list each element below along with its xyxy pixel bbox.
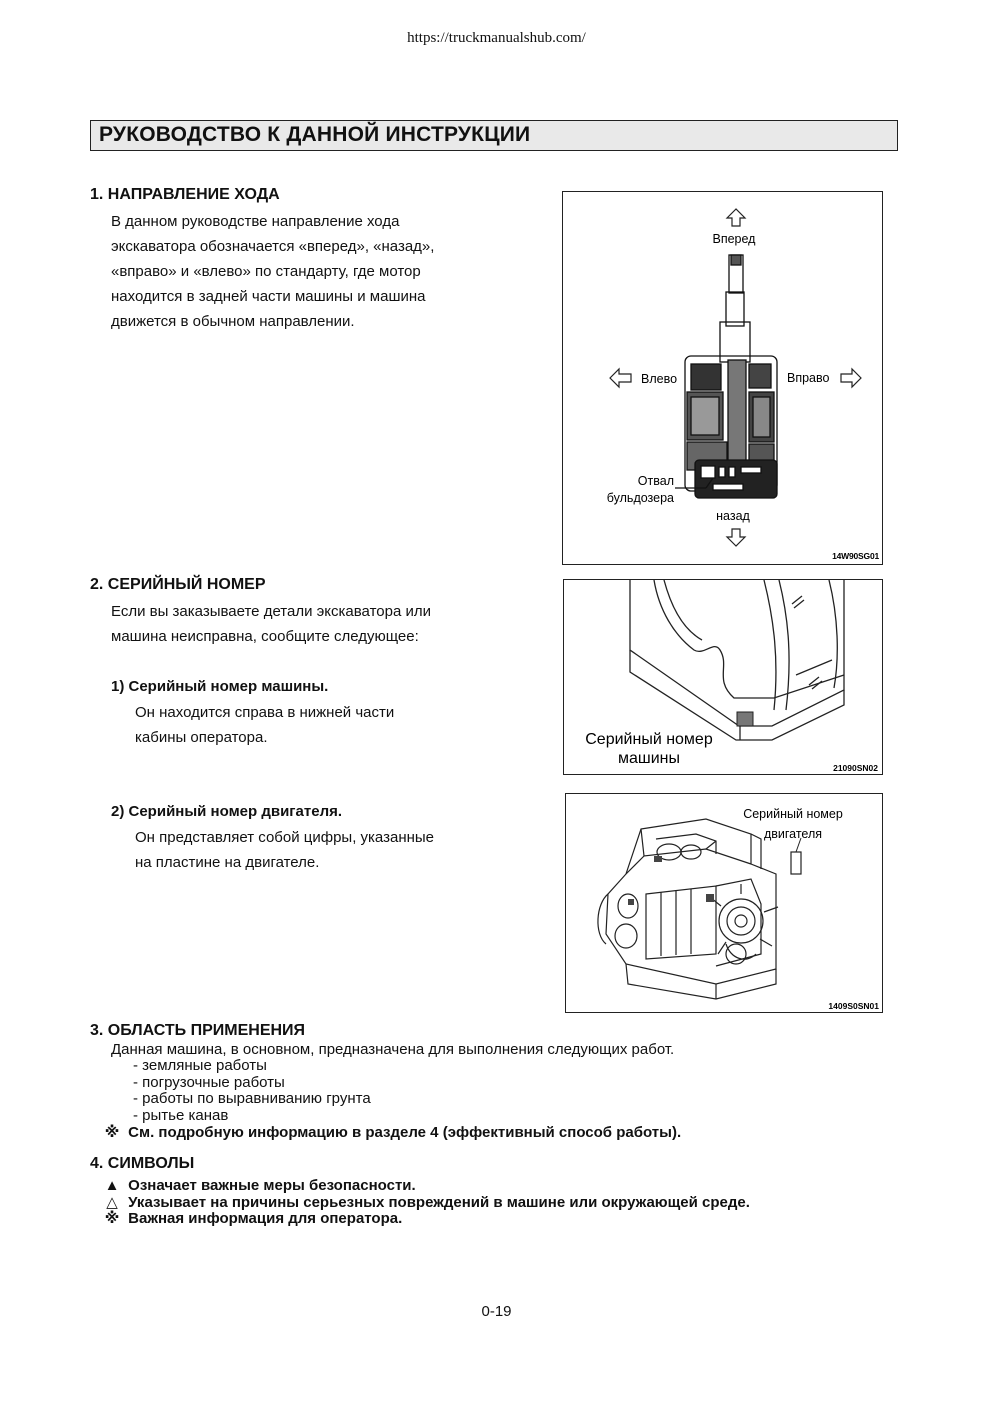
figure-code: 1409S0SN01	[828, 1001, 879, 1011]
section2-text	[111, 599, 478, 649]
section2-line: Если вы заказываете детали экскаватора или	[111, 603, 431, 620]
cab-drawing	[564, 580, 884, 776]
symbol-row	[100, 1195, 750, 1212]
section3-list	[133, 1058, 371, 1124]
section3-note-text: См. подробную информацию в разделе 4 (эффективный способ работы).	[128, 1124, 682, 1141]
symbol-row	[100, 1178, 750, 1195]
section1-line: В данном руководстве направление хода	[111, 213, 400, 230]
label-engine-serial-2: двигателя	[763, 827, 823, 841]
machine-serial-figure	[563, 579, 883, 775]
list-item: - рытье канав	[133, 1106, 229, 1124]
note-reference-mark-icon: ※	[104, 1210, 120, 1227]
symbol-description: Важная информация для оператора.	[128, 1210, 403, 1227]
arrow-right-icon	[841, 369, 861, 387]
serial-engine-title: 2) Серийный номер двигателя.	[111, 803, 343, 820]
arrow-left-icon	[610, 369, 631, 387]
figure-code: 14W90SG01	[832, 551, 879, 561]
section1-line: «вправо» и «влево» по стандарту, где мотор	[111, 263, 421, 280]
label-machine-serial-2: машины	[617, 750, 681, 767]
caution-outline-triangle-icon: △	[106, 1193, 118, 1211]
arrow-back-icon	[727, 529, 745, 546]
section3-note	[100, 1125, 681, 1142]
label-blade-2: бульдозера	[606, 491, 674, 505]
label-machine-serial-1: Серийный номер	[585, 731, 713, 748]
section1-line: находится в задней части машины и машина	[111, 288, 426, 305]
serial-machine-text	[135, 700, 478, 750]
travel-direction-figure	[562, 191, 883, 565]
section2-heading: 2. СЕРИЙНЫЙ НОМЕР	[90, 576, 266, 593]
list-item: - погрузочные работы	[133, 1073, 285, 1091]
symbol-description: Означает важные меры безопасности.	[128, 1177, 416, 1194]
label-back: назад	[716, 509, 750, 523]
engine-drawing	[566, 794, 884, 1014]
section1-line: экскаватора обозначается «вперед», «назад»,	[111, 238, 435, 255]
engine-icon	[598, 819, 778, 999]
serial-engine-text	[135, 825, 478, 875]
section2-line: машина неисправна, сообщите следующее:	[111, 628, 419, 645]
serial-machine-title: 1) Серийный номер машины.	[111, 678, 329, 695]
arrow-forward-icon	[727, 209, 745, 226]
excavator-top-view-drawing	[563, 192, 884, 566]
label-left: Влево	[641, 372, 678, 386]
serial-engine-line: Он представляет собой цифры, указанные	[135, 829, 435, 846]
serial-machine-line: Он находится справа в нижней части	[135, 704, 395, 721]
list-item: - земляные работы	[133, 1057, 267, 1074]
engine-plate-icon	[791, 852, 801, 874]
page-title-bar	[90, 120, 898, 151]
symbols-list	[100, 1178, 750, 1228]
header-url: https://truckmanualshub.com/	[407, 30, 586, 46]
serial-machine-line: кабины оператора.	[135, 729, 268, 746]
section1-text	[111, 209, 478, 334]
engine-serial-figure	[565, 793, 883, 1013]
section1-heading: 1. НАПРАВЛЕНИЕ ХОДА	[90, 186, 280, 203]
list-item: - работы по выравниванию грунта	[133, 1090, 371, 1107]
warning-filled-triangle-icon: ▲	[104, 1177, 120, 1194]
label-right: Вправо	[787, 371, 830, 385]
label-blade-1: Отвал	[637, 474, 674, 488]
page-title: РУКОВОДСТВО К ДАННОЙ ИНСТРУКЦИИ	[99, 123, 531, 146]
label-forward: Вперед	[712, 232, 756, 246]
label-engine-serial-1: Серийный номер	[743, 807, 843, 821]
symbol-row	[100, 1211, 750, 1228]
figure-code: 21090SN02	[833, 763, 878, 773]
serial-engine-line: на пластине на двигателе.	[135, 854, 320, 871]
excavator-icon	[675, 255, 777, 498]
section4-heading: 4. СИМВОЛЫ	[90, 1155, 195, 1172]
note-symbol-icon: ※	[104, 1124, 120, 1141]
page-number: 0-19	[481, 1303, 512, 1320]
section1-line: движется в обычном направлении.	[111, 313, 355, 330]
section3-heading: 3. ОБЛАСТЬ ПРИМЕНЕНИЯ	[90, 1022, 306, 1039]
section3-intro: Данная машина, в основном, предназначена для выполнения следующих работ.	[111, 1041, 675, 1058]
serial-plate-icon	[737, 712, 753, 726]
symbol-description: Указывает на причины серьезных повреждений в машине или окружающей среде.	[128, 1193, 750, 1211]
